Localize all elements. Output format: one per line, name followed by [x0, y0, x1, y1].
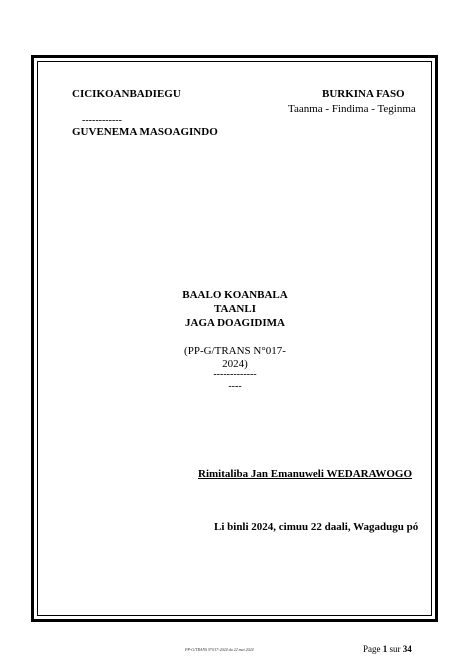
reference-year: 2024) — [222, 358, 248, 370]
national-motto: Taanma - Findima - Teginma — [288, 103, 416, 115]
title-separator-1: ------------- — [213, 369, 257, 380]
date-place: Li binli 2024, cimuu 22 daali, Wagadugu pó — [214, 521, 419, 533]
page-sep: sur — [389, 644, 401, 654]
ministry-name: CICIKOANBADIEGU — [72, 88, 181, 100]
title-line-2: TAANLI — [214, 303, 256, 315]
title-line-3: JAGA DOAGIDIMA — [185, 317, 285, 329]
page-prefix: Page — [363, 644, 381, 654]
author-name: Rimitaliba Jan Emanuweli WEDARAWOGO — [198, 468, 413, 480]
page-number — [363, 644, 412, 654]
page-current: 1 — [382, 644, 388, 654]
page-total: 34 — [402, 644, 412, 654]
title-separator-2: ---- — [228, 381, 242, 392]
header-separator: ------------ — [82, 115, 122, 126]
government-name: GUVENEMA MASOAGINDO — [72, 126, 218, 138]
title-line-1: BAALO KOANBALA — [182, 289, 288, 301]
reference-number: (PP-G/TRANS N°017- — [184, 345, 286, 357]
country-name: BURKINA FASO — [322, 88, 405, 100]
footer-doc-code: PP-G/TRANS N°017-2024 du 22 mai 2024 — [185, 647, 254, 652]
